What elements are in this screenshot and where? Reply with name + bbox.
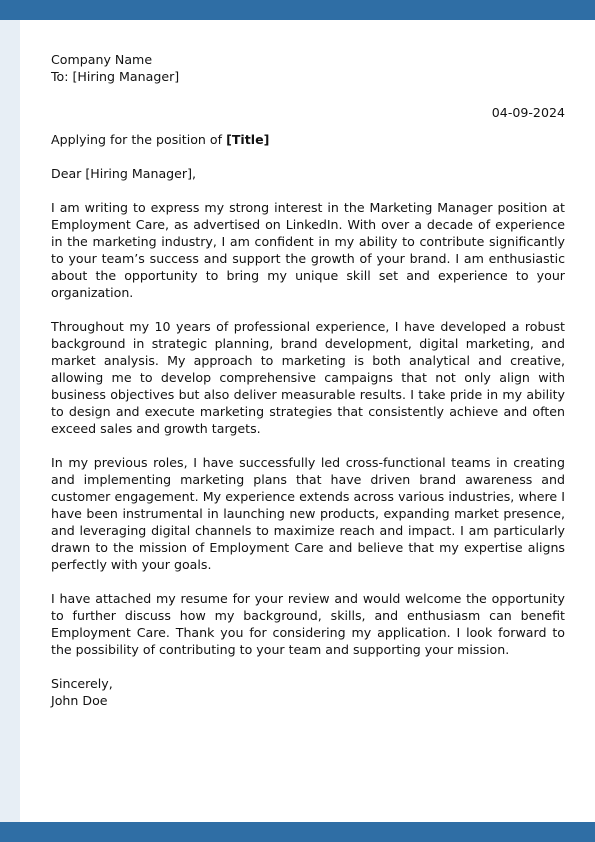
- signatory-name: John Doe: [51, 693, 108, 708]
- subject-line: [51, 131, 565, 148]
- position-title: [Title]: [226, 132, 270, 147]
- left-side-strip: [0, 20, 20, 822]
- recipient-line: To: [Hiring Manager]: [51, 69, 180, 84]
- salutation: Dear [Hiring Manager],: [51, 166, 197, 181]
- subject-prefix: Applying for the position of: [51, 132, 227, 147]
- body-paragraph-2: Throughout my 10 years of professional experience, I have developed a robust background in strategic planning, brand development, digital marketing, and market analysis. My approach to marketing is both analytical and creative, allowing me to develop comprehensive campaigns that not only align with business objectives but also deliver measurable results. I take pride in my ability to design and execute marketing strategies that consistently achieve and often exceed sales and growth targets.: [51, 319, 565, 436]
- body-paragraph-4: I have attached my resume for your review and would welcome the opportunity to further discuss how my background, skills, and enthusiasm can benefit Employment Care. Thank you for considering my application. I look forward to the possibility of contributing to your team and supporting your mission.: [51, 591, 565, 657]
- valediction: Sincerely,: [51, 676, 113, 691]
- body-paragraph-1: I am writing to express my strong interest in the Marketing Manager position at Employment Care, as advertised on LinkedIn. With over a decade of experience in the marketing industry, I am confident in my ability to contribute significantly to your team’s success and support the growth of your brand. I am enthusiastic about the opportunity to bring my unique skill set and experience to your organization.: [51, 200, 565, 300]
- bottom-accent-bar: [0, 822, 595, 842]
- body-paragraph-3: In my previous roles, I have successfully led cross-functional teams in creating and implementing marketing plans that have driven brand awareness and customer engagement. My experience extends across various industries, where I have been instrumental in launching new products, expanding market presence, and leveraging digital channels to maximize reach and impact. I am particularly drawn to the mission of Employment Care and believe that my expertise aligns perfectly with your goals.: [51, 455, 565, 572]
- cover-letter: [51, 51, 565, 709]
- company-name: Company Name: [51, 52, 153, 67]
- letter-date: 04-09-2024: [491, 105, 565, 120]
- top-accent-bar: [0, 0, 595, 20]
